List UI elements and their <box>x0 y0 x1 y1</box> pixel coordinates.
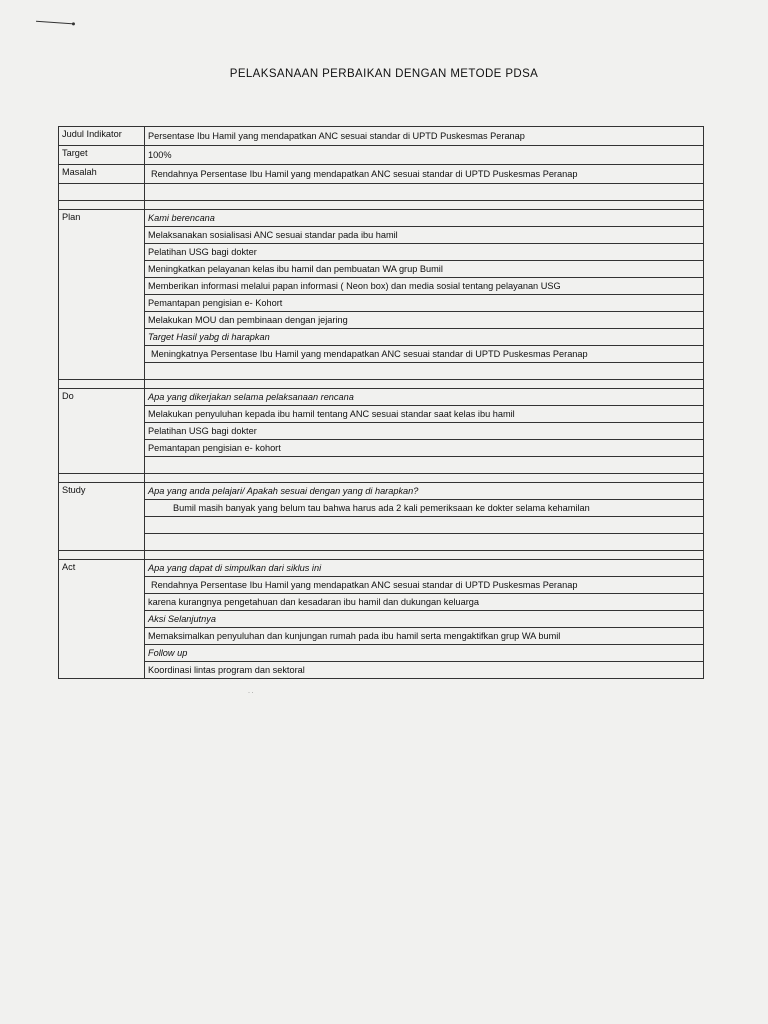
table-row <box>59 594 704 611</box>
act-label: Act <box>59 560 145 679</box>
table-row <box>59 363 704 380</box>
table-row <box>59 534 704 551</box>
masalah-label: Masalah <box>59 165 145 184</box>
plan-row: Meningkatnya Persentase Ibu Hamil yang mendapatkan ANC sesuai standar di UPTD Puskesmas Peranap <box>145 346 704 363</box>
table-row <box>59 560 704 577</box>
table-row <box>59 474 704 483</box>
table-row <box>59 244 704 261</box>
plan-row: Melaksanakan sosialisasi ANC sesuai standar pada ibu hamil <box>145 227 704 244</box>
masalah-value: Rendahnya Persentase Ibu Hamil yang mendapatkan ANC sesuai standar di UPTD Puskesmas Peranap <box>145 165 704 184</box>
plan-row: Pemantapan pengisian e- Kohort <box>145 295 704 312</box>
page-title: PELAKSANAAN PERBAIKAN DENGAN METODE PDSA <box>229 68 539 80</box>
plan-row: Meningkatkan pelayanan kelas ibu hamil dan pembuatan WA grup Bumil <box>145 261 704 278</box>
table-row <box>59 346 704 363</box>
do-label: Do <box>59 389 145 474</box>
table-row <box>59 146 704 165</box>
table-row <box>59 329 704 346</box>
table-row <box>59 312 704 329</box>
act-row: Follow up <box>145 645 704 662</box>
table-row <box>59 165 704 184</box>
act-row: Koordinasi lintas program dan sektoral <box>145 662 704 679</box>
table-row <box>59 127 704 146</box>
act-row: Apa yang dapat di simpulkan dari siklus ini <box>145 560 704 577</box>
table-row <box>59 662 704 679</box>
table-row <box>59 423 704 440</box>
plan-row: Melakukan MOU dan pembinaan dengan jejaring <box>145 312 704 329</box>
judul-value: Persentase Ibu Hamil yang mendapatkan ANC sesuai standar di UPTD Puskesmas Peranap <box>145 127 704 146</box>
study-row: Bumil masih banyak yang belum tau bahwa harus ada 2 kali pemeriksaan ke dokter selama kehamilan <box>145 500 704 517</box>
target-label: Target <box>59 146 145 165</box>
table-row <box>59 483 704 500</box>
plan-row: Target Hasil yabg di harapkan <box>145 329 704 346</box>
table-row <box>59 295 704 312</box>
plan-label: Plan <box>59 210 145 380</box>
do-row: Pemantapan pengisian e- kohort <box>145 440 704 457</box>
table-row <box>59 406 704 423</box>
table-row <box>59 440 704 457</box>
table-row <box>59 389 704 406</box>
table-row <box>59 227 704 244</box>
table-row <box>59 210 704 227</box>
table-row <box>59 517 704 534</box>
table-row <box>59 380 704 389</box>
table-row <box>59 261 704 278</box>
table-row <box>59 184 704 201</box>
do-row: Melakukan penyuluhan kepada ibu hamil tentang ANC sesuai standar saat kelas ibu hamil <box>145 406 704 423</box>
table-row <box>59 457 704 474</box>
table-row <box>59 611 704 628</box>
table-row <box>59 201 704 210</box>
target-value: 100% <box>145 146 704 165</box>
table-row <box>59 645 704 662</box>
study-row: Apa yang anda pelajari/ Apakah sesuai dengan yang di harapkan? <box>145 483 704 500</box>
table-row <box>59 551 704 560</box>
plan-row: Kami berencana <box>145 210 704 227</box>
judul-label: Judul Indikator <box>59 127 145 146</box>
act-row: Rendahnya Persentase Ibu Hamil yang mendapatkan ANC sesuai standar di UPTD Puskesmas Peranap <box>145 577 704 594</box>
scan-speck: · · <box>248 690 254 696</box>
table-row <box>59 628 704 645</box>
act-row: Memaksimalkan penyuluhan dan kunjungan rumah pada ibu hamil serta mengaktifkan grup WA bumil <box>145 628 704 645</box>
pen-mark <box>36 21 72 25</box>
pdsa-table <box>58 126 704 679</box>
act-row: Aksi Selanjutnya <box>145 611 704 628</box>
plan-row: Memberikan informasi melalui papan informasi ( Neon box) dan media sosial tentang pelayanan USG <box>145 278 704 295</box>
plan-row: Pelatihan USG bagi dokter <box>145 244 704 261</box>
do-row: Apa yang dikerjakan selama pelaksanaan rencana <box>145 389 704 406</box>
table-row <box>59 500 704 517</box>
study-label: Study <box>59 483 145 551</box>
act-row: karena kurangnya pengetahuan dan kesadaran ibu hamil dan dukungan keluarga <box>145 594 704 611</box>
table-row <box>59 577 704 594</box>
do-row: Pelatihan USG bagi dokter <box>145 423 704 440</box>
table-row <box>59 278 704 295</box>
